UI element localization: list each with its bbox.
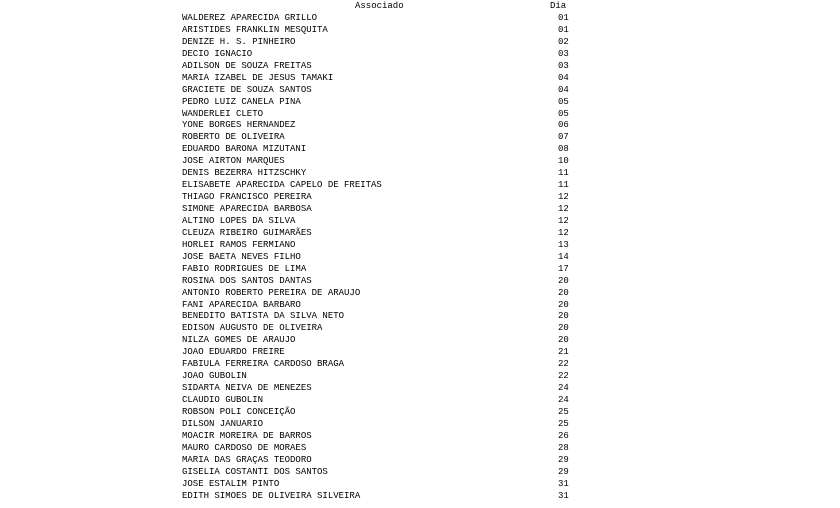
list-item: [182, 24, 582, 36]
birth-day: 25: [558, 406, 569, 417]
birth-day: 24: [558, 395, 569, 405]
list-item: [182, 179, 582, 191]
list-item: [182, 203, 582, 215]
birth-day: 04: [558, 84, 569, 95]
list-item: [182, 143, 582, 155]
list-item: [182, 310, 582, 322]
associate-name: WALDEREZ APARECIDA GRILLO: [182, 13, 318, 23]
birth-day: 21: [558, 347, 569, 358]
list-item: [182, 48, 582, 60]
list-item: [182, 358, 582, 370]
birth-day: 05: [558, 108, 569, 119]
birth-day: 07: [558, 132, 569, 143]
list-item: [182, 478, 582, 490]
birth-day: 01: [558, 24, 569, 35]
associate-name: ADILSON DE SOUZA FREITAS: [182, 60, 312, 71]
associate-name: JOAO GUBOLIN: [182, 371, 247, 382]
associate-name: FABIULA FERREIRA CARDOSO BRAGA: [182, 359, 345, 370]
list-item: [182, 131, 582, 143]
list-item: [182, 191, 582, 203]
associate-name: THIAGO FRANCISCO PEREIRA: [182, 192, 312, 203]
associate-name: DENIZE H. S. PINHEIRO: [182, 36, 296, 47]
birth-day: 01: [558, 13, 569, 23]
birth-day: 03: [558, 48, 569, 59]
list-item: [182, 263, 582, 275]
list-item: [182, 418, 582, 430]
associate-column-header: Associado: [355, 1, 404, 11]
associate-name: SIMONE APARECIDA BARBOSA: [182, 204, 312, 214]
associate-name: BENEDITO BATISTA DA SILVA NETO: [182, 311, 345, 322]
birth-day: 20: [558, 335, 569, 346]
associate-name: MOACIR MOREIRA DE BARROS: [182, 430, 312, 441]
list-item: [182, 287, 582, 299]
associate-name: CLEUZA RIBEIRO GUIMARÃES: [182, 227, 312, 238]
birth-day: 11: [558, 168, 569, 179]
associate-name: JOAO EDUARDO FREIRE: [182, 347, 285, 358]
list-item: [182, 454, 582, 466]
birth-day: 11: [558, 180, 569, 191]
birth-day: 14: [558, 251, 569, 262]
associate-name: EDITH SIMOES DE OLIVEIRA SILVEIRA: [182, 490, 361, 501]
associate-name: DECIO IGNACIO: [182, 48, 253, 59]
associate-name: ROBSON POLI CONCEIÇÃO: [182, 406, 296, 417]
list-item: [182, 84, 582, 96]
birth-day: 29: [558, 454, 569, 465]
birth-day: 26: [558, 430, 569, 441]
list-item: [182, 12, 582, 24]
list-item: [182, 251, 582, 263]
list-item: [182, 215, 582, 227]
birth-day: 10: [558, 156, 569, 167]
day-column-header: Dia: [550, 1, 567, 11]
birth-day: 29: [558, 466, 569, 477]
associate-name: EDUARDO BARONA MIZUTANI: [182, 144, 307, 155]
birth-day: 22: [558, 359, 569, 370]
birth-day: 02: [558, 36, 569, 47]
associate-name: MARIA IZABEL DE JESUS TAMAKI: [182, 72, 334, 83]
birth-day: 12: [558, 192, 569, 203]
birth-day: 04: [558, 72, 569, 83]
associate-name: SIDARTA NEIVA DE MENEZES: [182, 383, 312, 394]
list-item: [182, 394, 582, 406]
birth-day: 05: [558, 96, 569, 107]
associate-list: [182, 12, 582, 501]
birth-day: 28: [558, 442, 569, 453]
birth-day: 24: [558, 383, 569, 394]
list-item: [182, 96, 582, 108]
associate-name: FANI APARECIDA BARBARO: [182, 299, 301, 310]
associate-name: GRACIETE DE SOUZA SANTOS: [182, 84, 312, 95]
associate-name: ROBERTO DE OLIVEIRA: [182, 132, 285, 143]
list-item: [182, 167, 582, 179]
list-item: [182, 370, 582, 382]
associate-name: ARISTIDES FRANKLIN MESQUITA: [182, 24, 328, 35]
birth-day: 25: [558, 418, 569, 429]
list-item: [182, 382, 582, 394]
associate-name: NILZA GOMES DE ARAUJO: [182, 335, 296, 346]
birth-day: 03: [558, 60, 569, 71]
birth-day: 20: [558, 299, 569, 310]
associate-name: DILSON JANUARIO: [182, 418, 264, 429]
list-item: [182, 490, 582, 502]
list-item: [182, 346, 582, 358]
report-header: [182, 1, 582, 12]
associate-name: EDISON AUGUSTO DE OLIVEIRA: [182, 323, 323, 334]
birth-day: 17: [558, 263, 569, 274]
birth-day: 06: [558, 120, 569, 131]
list-item: [182, 299, 582, 311]
list-item: [182, 36, 582, 48]
birth-day: 13: [558, 239, 569, 250]
birthday-report: [182, 1, 582, 501]
birth-day: 12: [558, 227, 569, 238]
associate-name: DENIS BEZERRA HITZSCHKY: [182, 168, 307, 179]
associate-name: MAURO CARDOSO DE MORAES: [182, 442, 307, 453]
associate-name: PEDRO LUIZ CANELA PINA: [182, 96, 301, 107]
associate-name: JOSE ESTALIM PINTO: [182, 478, 280, 489]
birth-day: 08: [558, 144, 569, 155]
list-item: [182, 442, 582, 454]
list-item: [182, 119, 582, 131]
associate-name: HORLEI RAMOS FERMIANO: [182, 239, 296, 250]
list-item: [182, 239, 582, 251]
list-item: [182, 406, 582, 418]
associate-name: MARIA DAS GRAÇAS TEODORO: [182, 454, 312, 465]
associate-name: FABIO RODRIGUES DE LIMA: [182, 263, 307, 274]
birth-day: 12: [558, 204, 569, 214]
associate-name: JOSE AIRTON MARQUES: [182, 156, 285, 167]
list-item: [182, 108, 582, 120]
associate-name: YONE BORGES HERNANDEZ: [182, 120, 296, 131]
list-item: [182, 275, 582, 287]
birth-day: 20: [558, 287, 569, 298]
associate-name: CLAUDIO GUBOLIN: [182, 395, 264, 405]
list-item: [182, 60, 582, 72]
birth-day: 31: [558, 490, 569, 501]
associate-name: ALTINO LOPES DA SILVA: [182, 215, 296, 226]
list-item: [182, 72, 582, 84]
birth-day: 20: [558, 275, 569, 286]
birth-day: 22: [558, 371, 569, 382]
birth-day: 31: [558, 478, 569, 489]
birth-day: 20: [558, 323, 569, 334]
birth-day: 20: [558, 311, 569, 322]
associate-name: JOSE BAETA NEVES FILHO: [182, 251, 301, 262]
list-item: [182, 322, 582, 334]
list-item: [182, 227, 582, 239]
associate-name: ROSINA DOS SANTOS DANTAS: [182, 275, 312, 286]
associate-name: ELISABETE APARECIDA CAPELO DE FREITAS: [182, 180, 382, 191]
associate-name: ANTONIO ROBERTO PEREIRA DE ARAUJO: [182, 287, 361, 298]
list-item: [182, 430, 582, 442]
associate-name: GISELIA COSTANTI DOS SANTOS: [182, 466, 328, 477]
birth-day: 12: [558, 215, 569, 226]
list-item: [182, 155, 582, 167]
associate-name: WANDERLEI CLETO: [182, 108, 264, 119]
list-item: [182, 334, 582, 346]
list-item: [182, 466, 582, 478]
